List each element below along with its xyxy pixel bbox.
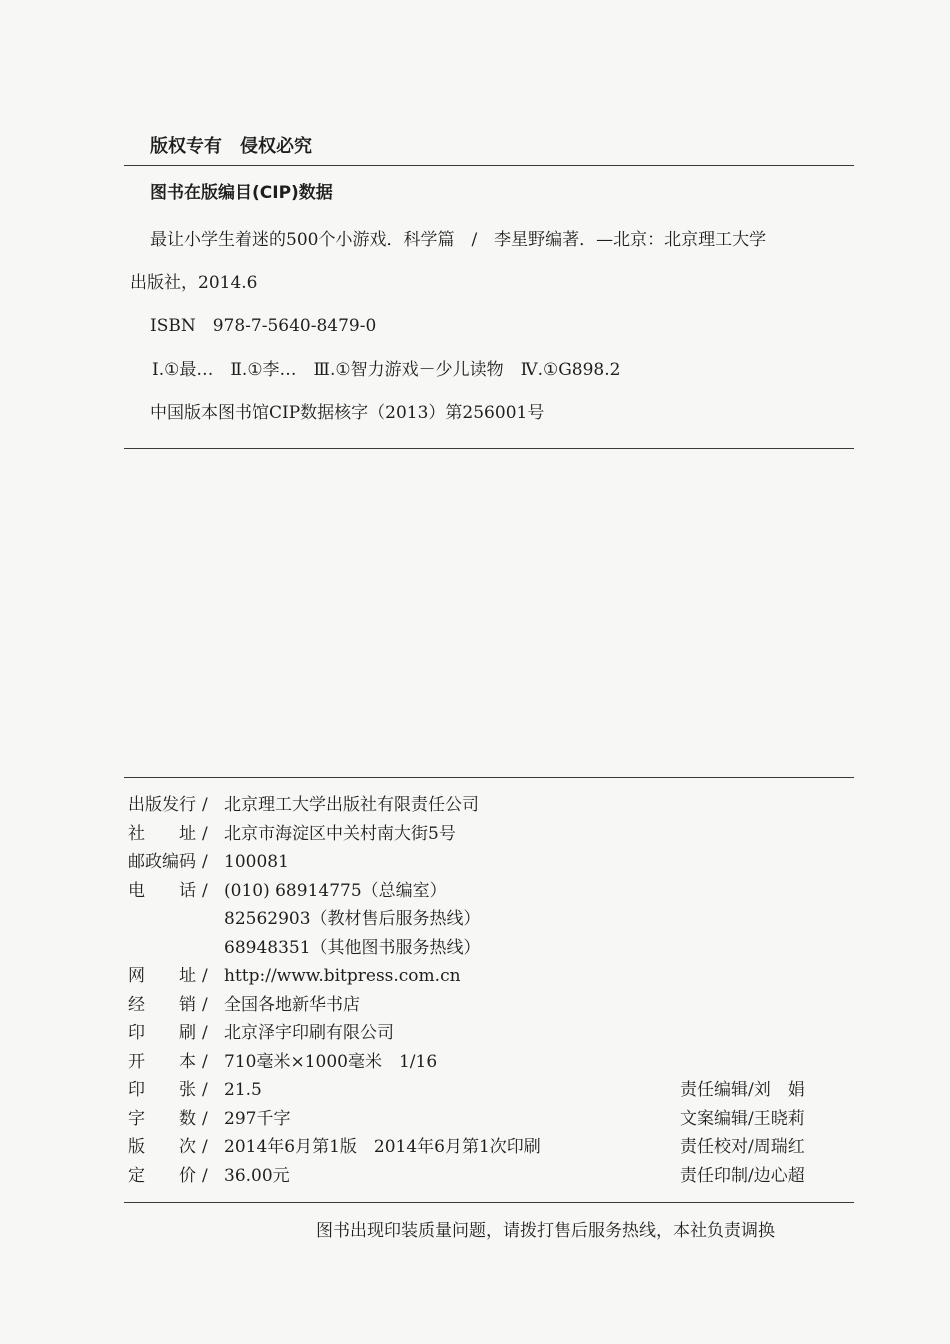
row-separator: /	[202, 880, 208, 901]
publication-row	[128, 935, 481, 961]
row-label: 印 刷	[128, 1023, 196, 1043]
row-label: 开 本	[128, 1051, 196, 1072]
publication-row	[128, 1134, 541, 1160]
publication-row	[128, 878, 447, 904]
row-separator: /	[202, 994, 208, 1015]
row-label: 版 次	[128, 1137, 196, 1157]
row-label: 邮政编码	[128, 852, 196, 872]
quality-notice: 图书出现印装质量问题，请拨打售后服务热线，本社负责调换	[316, 1221, 775, 1241]
row-separator: /	[202, 966, 208, 986]
row-separator: /	[202, 1165, 208, 1186]
row-value: (010) 68914775（总编室）	[224, 880, 447, 901]
row-separator: /	[202, 1051, 208, 1072]
publication-row	[128, 906, 481, 932]
row-separator: /	[202, 1108, 208, 1129]
row-separator: /	[202, 823, 208, 844]
row-label: 网 址	[128, 966, 196, 986]
row-separator: /	[202, 795, 208, 815]
publication-row	[128, 1106, 290, 1132]
row-value: 北京市海淀区中关村南大街5号	[224, 823, 456, 844]
row-label: 社 址	[128, 823, 196, 844]
publication-row	[128, 1163, 290, 1189]
classification: Ⅰ.①最… Ⅱ.①李… Ⅲ.①智力游戏－少儿读物 Ⅳ.①G898.2	[152, 360, 621, 380]
publication-row	[128, 821, 456, 847]
row-value: 北京理工大学出版社有限责任公司	[224, 795, 479, 815]
staff-credit: 责任校对/周瑞红	[680, 1137, 805, 1157]
staff-credit: 责任印制/边心超	[680, 1165, 805, 1186]
copyright-notice: 版权专有 侵权必究	[150, 136, 312, 157]
row-value: 36.00元	[224, 1165, 290, 1186]
publication-row	[128, 849, 289, 875]
cip-number: 中国版本图书馆CIP数据核字（2013）第256001号	[150, 403, 545, 423]
publication-row	[128, 1049, 437, 1075]
publication-bottom-divider	[124, 1202, 854, 1203]
row-value: 北京泽宇印刷有限公司	[224, 1023, 394, 1043]
row-label: 印 张	[128, 1080, 196, 1100]
publication-row	[128, 1020, 394, 1046]
row-value: 全国各地新华书店	[224, 994, 360, 1015]
row-value: 68948351（其他图书服务热线）	[224, 937, 481, 958]
cip-entry-line2: 出版社，2014.6	[130, 273, 258, 293]
row-separator: /	[202, 852, 208, 872]
row-value: http://www.bitpress.com.cn	[224, 966, 461, 986]
staff-credit: 文案编辑/王晓莉	[680, 1108, 805, 1129]
row-value: 297千字	[224, 1108, 291, 1129]
cip-bottom-divider	[124, 448, 854, 449]
cip-heading: 图书在版编目(CIP)数据	[150, 183, 333, 203]
row-separator: /	[202, 1023, 208, 1043]
row-value: 2014年6月第1版 2014年6月第1次印刷	[224, 1137, 541, 1157]
row-value: 21.5	[224, 1080, 262, 1100]
publication-row	[128, 1077, 262, 1103]
row-value: 82562903（教材售后服务热线）	[224, 909, 481, 929]
publication-row	[128, 992, 360, 1018]
row-value: 710毫米×1000毫米 1/16	[224, 1051, 438, 1072]
row-label: 电 话	[128, 880, 196, 901]
publication-row	[128, 792, 479, 818]
publication-row	[128, 963, 461, 989]
row-label: 定 价	[128, 1165, 196, 1186]
row-label: 出版发行	[128, 795, 196, 815]
staff-credit: 责任编辑/刘 娟	[680, 1080, 805, 1100]
row-label: 经 销	[128, 994, 196, 1015]
row-label: 字 数	[128, 1108, 196, 1129]
cip-entry-line1: 最让小学生着迷的500个小游戏．科学篇 / 李星野编著．—北京：北京理工大学	[150, 230, 767, 250]
row-separator: /	[202, 1137, 208, 1157]
publication-top-divider	[124, 777, 854, 778]
row-separator: /	[202, 1080, 208, 1100]
row-value: 100081	[224, 852, 289, 872]
top-divider	[124, 165, 854, 166]
isbn: ISBN 978-7-5640-8479-0	[150, 316, 377, 336]
